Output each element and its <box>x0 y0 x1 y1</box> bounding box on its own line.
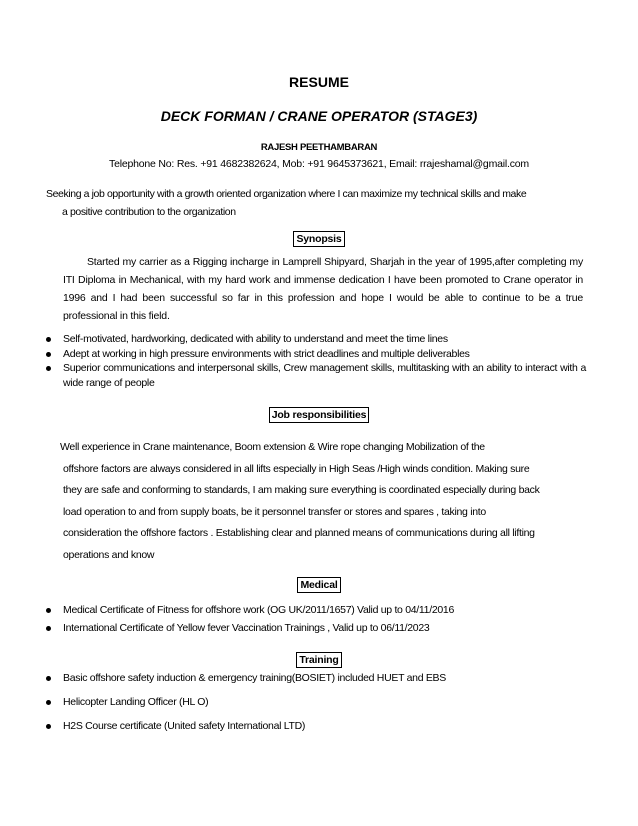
bullet-icon <box>46 337 51 342</box>
list-item: Superior communications and interpersonal skills, Crew management skills, multitasking with an ability to interact with a wide range of people <box>46 361 586 390</box>
list-item: Basic offshore safety induction & emergency training(BOSIET) included HUET and EBS <box>46 666 586 690</box>
objective-line-2: a positive contribution to the organization <box>62 206 236 218</box>
synopsis-heading: Synopsis <box>293 231 344 247</box>
resume-title: RESUME <box>289 74 349 90</box>
training-heading: Training <box>296 652 341 668</box>
bullet-icon <box>46 724 51 729</box>
bullet-icon <box>46 352 51 357</box>
synopsis-text: Started my carrier as a Rigging incharge in Lamprell Shipyard, Sharjah in the year of 1995,after completing my ITI Diploma in Mechanical, with my hard work and immense dedication I have been promoted to Crane operator in 1996 and I had been successful so far in this profession and hope I would be able to continue to be a true professional in this field. <box>63 256 583 322</box>
job-line: load operation to and from supply boats, be it personnel transfer or stores and spares , taking into <box>63 505 486 518</box>
synopsis-bullet-list <box>46 332 586 390</box>
list-item: Helicopter Landing Officer (HL O) <box>46 690 586 714</box>
bullet-icon <box>46 608 51 613</box>
position-title: DECK FORMAN / CRANE OPERATOR (STAGE3) <box>160 108 478 124</box>
objective-line-1: Seeking a job opportunity with a growth oriented organization where I can maximize my technical skills and make <box>46 188 527 200</box>
list-item: International Certificate of Yellow fever Vaccination Trainings , Valid up to 06/11/2023 <box>46 619 586 637</box>
list-item: Self-motivated, hardworking, dedicated with ability to understand and meet the time lines <box>46 332 586 347</box>
contact-details: Telephone No: Res. +91 4682382624, Mob: +91 9645373621, Email: rrajeshamal@gmail.com <box>109 158 529 170</box>
job-responsibilities-heading: Job responsibilities <box>269 407 370 423</box>
job-heading-wrap <box>0 405 638 423</box>
bullet-icon <box>46 626 51 631</box>
job-line: Well experience in Crane maintenance, Boom extension & Wire rope changing Mobilization of the <box>60 441 485 453</box>
bullet-icon <box>46 700 51 705</box>
list-item: H2S Course certificate (United safety International LTD) <box>46 714 586 738</box>
job-line: they are safe and conforming to standards, I am making sure everything is coordinated especially during back <box>63 484 540 497</box>
candidate-name: RAJESH PEETHAMBARAN <box>260 142 378 153</box>
job-line: offshore factors are always considered in all lifts especially in High Seas /High winds condition. Making sure <box>63 462 530 475</box>
job-responsibilities-text <box>60 437 587 567</box>
bullet-icon <box>46 676 51 681</box>
list-item: Medical Certificate of Fitness for offshore work (OG UK/2011/1657) Valid up to 04/11/2016 <box>46 601 586 619</box>
medical-heading: Medical <box>297 577 340 593</box>
objective <box>46 185 594 221</box>
job-line: operations and know <box>63 548 155 561</box>
synopsis-heading-wrap <box>0 229 638 247</box>
bullet-icon <box>46 366 51 371</box>
list-item: Adept at working in high pressure environments with strict deadlines and multiple deliverables <box>46 347 586 362</box>
medical-bullet-list <box>46 601 586 637</box>
training-bullet-list <box>46 666 586 738</box>
synopsis-paragraph <box>63 253 583 325</box>
job-line: consideration the offshore factors . Establishing clear and planned means of communications during all lifting <box>63 527 535 540</box>
medical-heading-wrap <box>0 575 638 593</box>
